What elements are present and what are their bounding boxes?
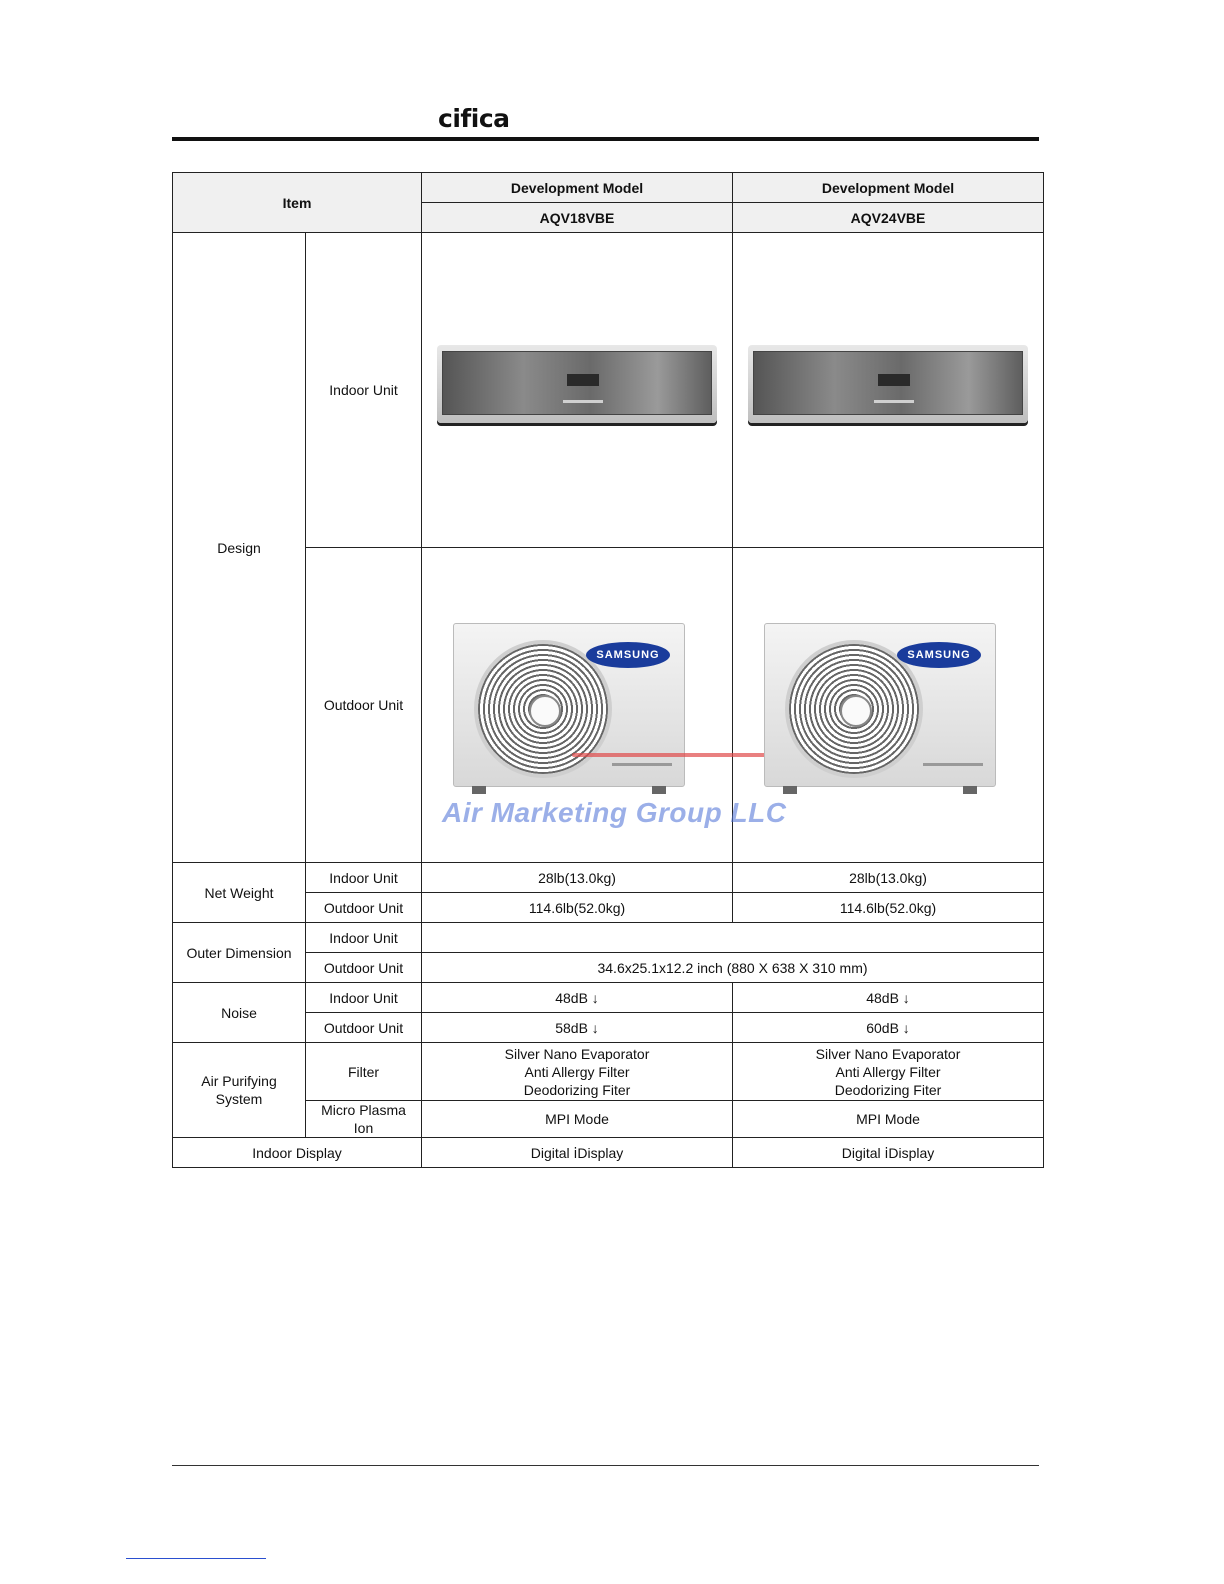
outer-dimension-indoor-label: Indoor Unit	[306, 923, 422, 953]
design-indoor-label: Indoor Unit	[306, 233, 422, 548]
noise-indoor-2: 48dB ↓	[733, 983, 1044, 1013]
samsung-logo: SAMSUNG	[897, 642, 981, 668]
outer-dimension-outdoor-value: 34.6x25.1x12.2 inch (880 X 638 X 310 mm)	[422, 953, 1044, 983]
noise-outdoor-label: Outdoor Unit	[306, 1013, 422, 1043]
plasma-label: Micro Plasma Ion	[306, 1101, 422, 1138]
indoor-unit-icon	[748, 345, 1028, 423]
net-weight-indoor-label: Indoor Unit	[306, 863, 422, 893]
plasma-value-1: MPI Mode	[422, 1101, 733, 1138]
net-weight-outdoor-label: Outdoor Unit	[306, 893, 422, 923]
samsung-logo: SAMSUNG	[586, 642, 670, 668]
filter-item: Deodorizing Fiter	[834, 1081, 942, 1098]
net-weight-indoor-1: 28lb(13.0kg)	[422, 863, 733, 893]
net-weight-indoor-2: 28lb(13.0kg)	[733, 863, 1044, 893]
outdoor-unit-icon	[764, 623, 996, 787]
filter-list-1	[422, 1043, 733, 1101]
indoor-display-value-1: Digital ⅰDisplay	[422, 1138, 733, 1168]
noise-indoor-1: 48dB ↓	[422, 983, 733, 1013]
indoor-unit-image-1	[422, 233, 733, 548]
net-weight-outdoor-1: 114.6lb(52.0kg)	[422, 893, 733, 923]
model-name-1: AQV18VBE	[422, 203, 733, 233]
item-header: Item	[173, 173, 422, 233]
model-label-1: Development Model	[422, 173, 733, 203]
outer-dimension-indoor-value	[422, 923, 1044, 953]
page-heading: cifica	[438, 104, 510, 133]
noise-indoor-label: Indoor Unit	[306, 983, 422, 1013]
design-outdoor-label: Outdoor Unit	[306, 548, 422, 863]
noise-label: Noise	[173, 983, 306, 1043]
footer-link-underline	[126, 1558, 266, 1559]
spec-table	[172, 172, 1044, 1168]
filter-item: Deodorizing Fiter	[523, 1081, 631, 1098]
filter-item: Silver Nano Evaporator	[815, 1045, 961, 1062]
net-weight-label: Net Weight	[173, 863, 306, 923]
net-weight-outdoor-2: 114.6lb(52.0kg)	[733, 893, 1044, 923]
indoor-display-label: Indoor Display	[173, 1138, 422, 1168]
header-rule	[172, 137, 1039, 141]
outer-dimension-outdoor-label: Outdoor Unit	[306, 953, 422, 983]
outdoor-unit-image-1	[422, 548, 787, 863]
outdoor-unit-image-2	[733, 548, 1044, 863]
footer-rule	[172, 1465, 1039, 1466]
air-purifying-label: Air Purifying System	[173, 1043, 306, 1138]
model-name-2: AQV24VBE	[733, 203, 1044, 233]
model-label-2: Development Model	[733, 173, 1044, 203]
filter-label: Filter	[306, 1043, 422, 1101]
filter-list-2	[733, 1043, 1044, 1101]
plasma-value-2: MPI Mode	[733, 1101, 1044, 1138]
outdoor-unit-icon	[453, 623, 685, 787]
design-label: Design	[173, 233, 306, 863]
indoor-unit-image-2	[733, 233, 1044, 548]
filter-item: Anti Allergy Filter	[524, 1063, 630, 1080]
filter-item: Anti Allergy Filter	[835, 1063, 941, 1080]
indoor-unit-icon	[437, 345, 717, 423]
outer-dimension-label: Outer Dimension	[173, 923, 306, 983]
noise-outdoor-2: 60dB ↓	[733, 1013, 1044, 1043]
filter-item: Silver Nano Evaporator	[504, 1045, 650, 1062]
indoor-display-value-2: Digital ⅰDisplay	[733, 1138, 1044, 1168]
noise-outdoor-1: 58dB ↓	[422, 1013, 733, 1043]
watermark-logo: Air Marketing Group LLC	[442, 797, 787, 828]
